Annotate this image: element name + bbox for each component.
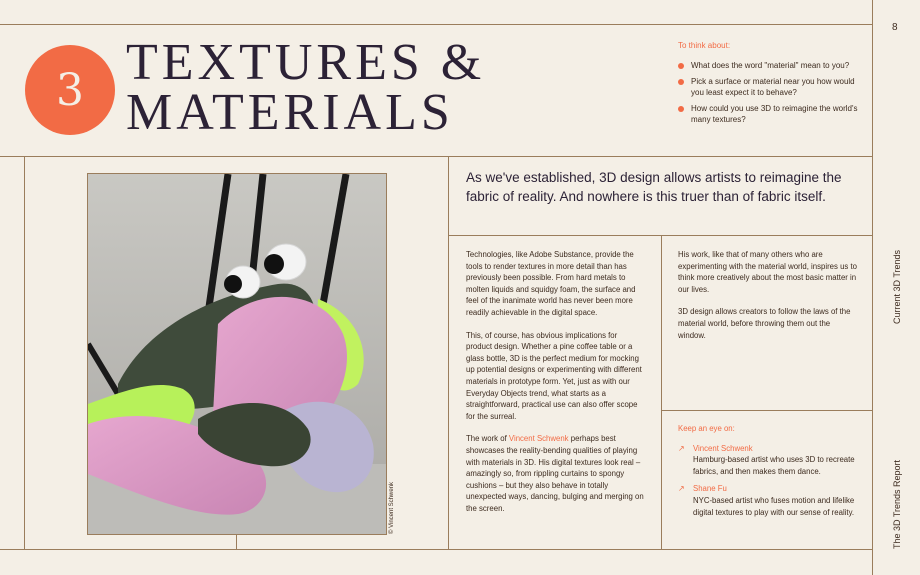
section-number: 3 [56, 64, 84, 116]
artist-description: NYC-based artist who fuses motion and lifelike digital textures to play with our sense of reality. [693, 495, 855, 517]
center-column-rule [448, 156, 449, 549]
list-item [678, 483, 863, 518]
think-about-item: How could you use 3D to reimagine the world's many textures? [678, 103, 868, 125]
text-column-rule [661, 235, 662, 549]
think-about-heading: To think about: [678, 41, 731, 50]
vincent-schwenk-link[interactable]: Vincent Schwenk [508, 434, 569, 444]
page-number: 8 [892, 22, 898, 33]
right-margin-rule [872, 0, 873, 575]
page-title [126, 34, 486, 141]
keep-an-eye-on-heading: Keep an eye on: [678, 424, 735, 433]
artist-name-link[interactable]: Vincent Schwenk [693, 443, 753, 453]
left-column-rule [24, 156, 25, 549]
keep-an-eye-on-box [678, 423, 863, 524]
header-divider [0, 156, 872, 157]
body-paragraph: His work, like that of many others who are experimenting with the material world, inspires us to think more creatively about the most basic matter in our lives. [678, 250, 857, 294]
body-column-right [678, 249, 860, 352]
hero-image [87, 173, 387, 535]
body-paragraph: 3D design allows creators to follow the laws of the material world, before throwing them out the window. [678, 307, 851, 340]
side-label-current-trends: Current 3D Trends [892, 249, 902, 324]
list-item [678, 443, 863, 478]
body-text: The work of [466, 434, 509, 444]
arrow-up-right-icon: ↗ [678, 443, 685, 453]
body-paragraph: This, of course, has obvious implications for product design. Whether a pine coffee table or a glass bottle, 3D is the perfect medium for mocking up potential designs or experimenting with different materials in prototype form. Yet, just as with our Everyday Objects trend, what starts as a straightforward, practical use can also offer scope for the surreal. [466, 330, 642, 421]
photo-credit: © Vincent Schwenk [389, 481, 395, 534]
think-about-item: What does the word "material" mean to you? [678, 60, 868, 71]
top-rule [0, 24, 872, 25]
artist-description: Hamburg-based artist who uses 3D to recreate fabrics, and then makes them dance. [693, 455, 855, 476]
body-paragraph [466, 433, 644, 514]
side-label-report: The 3D Trends Report [892, 459, 902, 549]
creature-illustration [88, 174, 386, 534]
body-paragraph: Technologies, like Adobe Substance, provide the tools to render textures in more detail than has previously been possible. From hard metals to molten liquids and squidgy foam, the surface and feel of the inanimate world has never been more readily achievable in the digital space. [466, 250, 636, 317]
lead-divider [448, 235, 872, 236]
section-number-badge [25, 45, 115, 135]
body-text: perhaps best showcases the reality-bending qualities of playing with materials in 3D. His digital textures look real – amazingly so, from rippling curtains to spongy cushions – but they also behave in totally unexpected ways, dancing, bulging and merging on the screen. [466, 434, 644, 513]
think-about-item: Pick a surface or material near you how would you least expect it to behave? [678, 76, 868, 98]
bottom-tick [236, 533, 237, 549]
sidebar-divider [661, 410, 872, 411]
title-line: TEXTURES & [126, 34, 486, 91]
arrow-up-right-icon: ↗ [678, 484, 685, 494]
bottom-rule [0, 549, 872, 550]
artist-name-link[interactable]: Shane Fu [693, 484, 727, 494]
title-line: MATERIALS [126, 84, 454, 141]
lead-paragraph: As we've established, 3D design allows artists to reimagine the fabric of reality. And nowhere is this truer than of fabric itself. [466, 170, 842, 204]
body-column-left [466, 249, 644, 525]
think-about-box [678, 40, 868, 130]
